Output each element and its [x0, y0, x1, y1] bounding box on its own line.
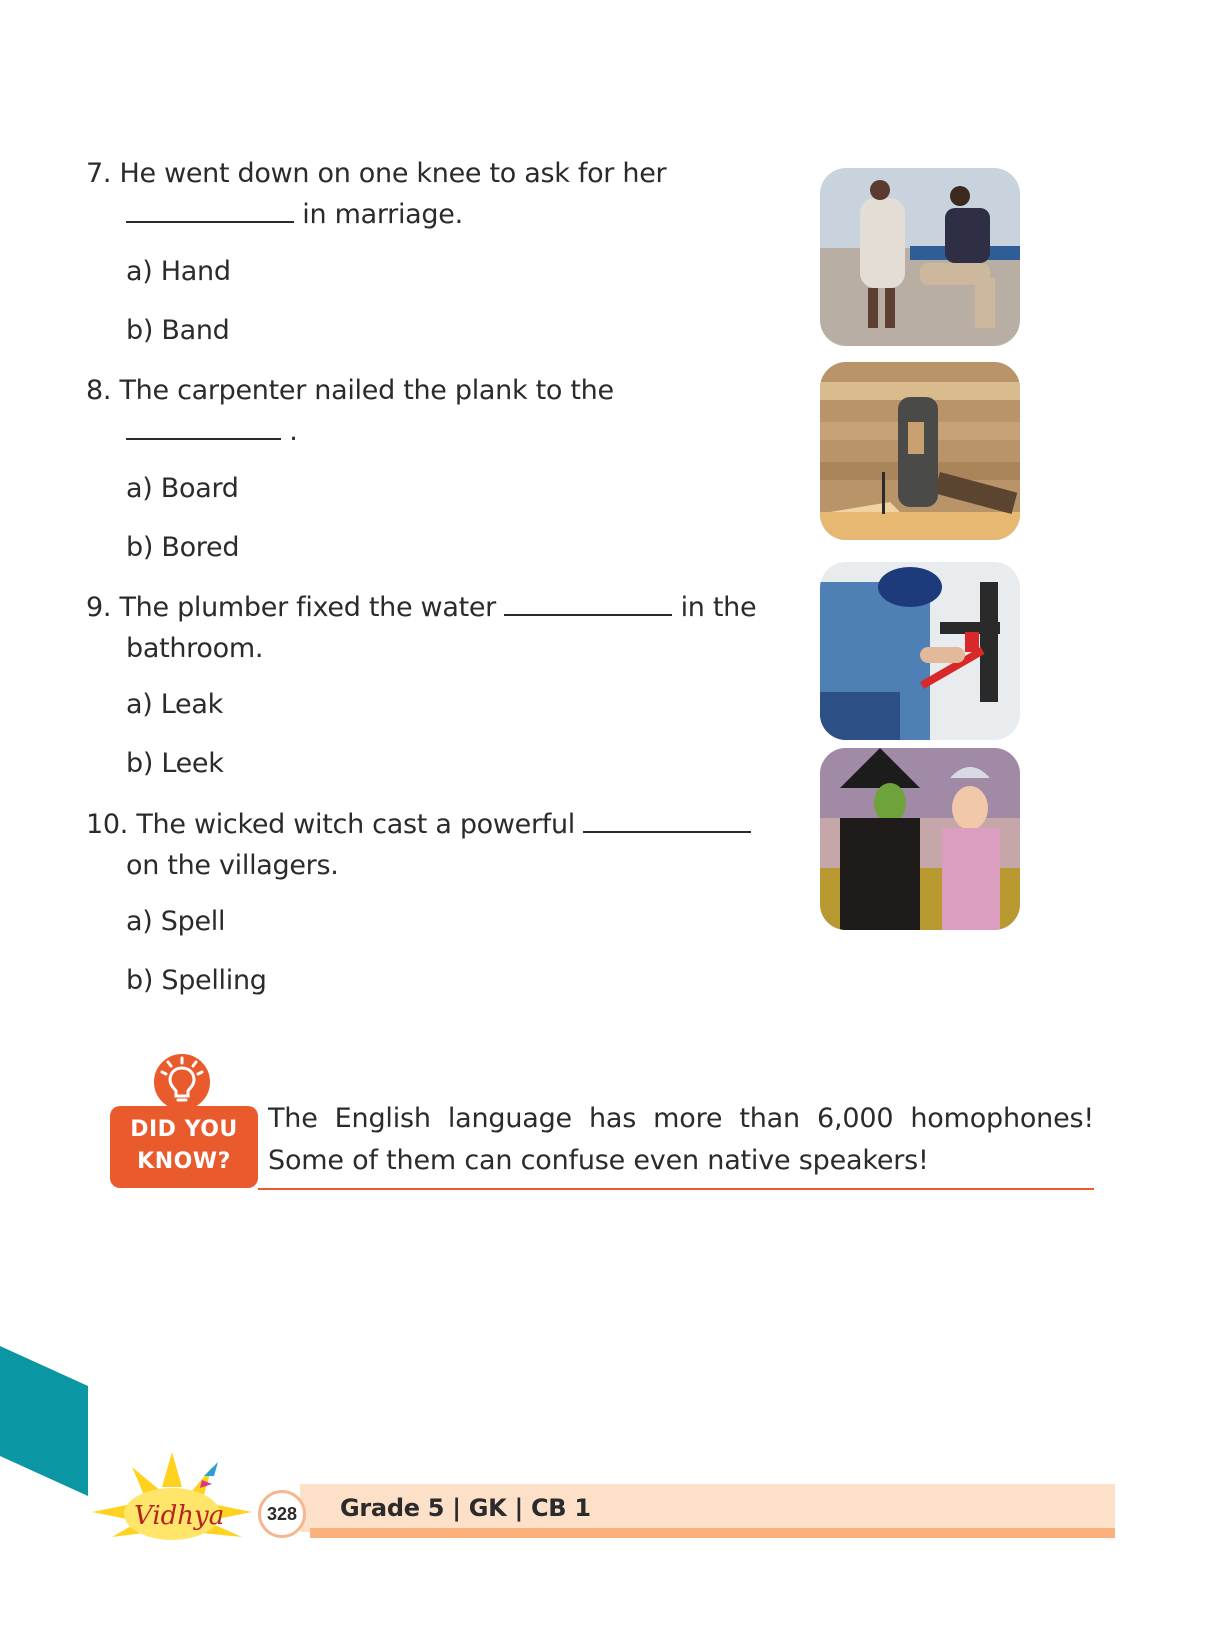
question-text: The wicked witch cast a powerful: [136, 809, 576, 840]
option-a[interactable]: a) Board: [126, 473, 239, 504]
question-text: He went down on one knee to ask for her: [119, 158, 667, 189]
decorative-teal-shape: [0, 1346, 90, 1500]
hammer-photo: [820, 362, 1020, 540]
answer-blank: [126, 412, 281, 440]
plumber-photo: [820, 562, 1020, 740]
page-number: 328: [258, 1490, 306, 1538]
question-text: in marriage.: [302, 199, 463, 230]
witch-photo: [820, 748, 1020, 930]
question-text: on the villagers.: [126, 850, 339, 881]
proposal-photo: [820, 168, 1020, 346]
answer-blank: [583, 805, 751, 833]
option-a[interactable]: a) Leak: [126, 689, 223, 720]
question-text: bathroom.: [126, 633, 264, 664]
question-number: 8.: [86, 375, 112, 406]
answer-blank: [126, 195, 294, 223]
question-text: in the: [680, 592, 757, 623]
footer-band-accent: [310, 1528, 1115, 1538]
option-b[interactable]: b) Band: [126, 315, 230, 346]
did-you-know-text: The English language has more than 6,000 homophones! Some of them can confuse even native speakers!: [268, 1103, 1094, 1176]
option-a[interactable]: a) Spell: [126, 906, 226, 937]
question-text: The carpenter nailed the plank to the: [119, 375, 614, 406]
footer-title: Grade 5 | GK | CB 1: [340, 1494, 591, 1522]
svg-text:Vidhya: Vidhya: [134, 1501, 225, 1531]
option-a[interactable]: a) Hand: [126, 256, 231, 287]
question-number: 10.: [86, 809, 129, 840]
option-b[interactable]: b) Leek: [126, 748, 224, 779]
vidhya-logo: [92, 1452, 262, 1546]
question-number: 7.: [86, 158, 112, 189]
question-number: 9.: [86, 592, 112, 623]
did-you-know-badge: DID YOU KNOW?: [110, 1106, 258, 1188]
question-text: The plumber fixed the water: [119, 592, 496, 623]
divider: [258, 1188, 1094, 1190]
answer-blank: [504, 588, 672, 616]
option-b[interactable]: b) Spelling: [126, 965, 267, 996]
lightbulb-icon: [150, 1050, 214, 1114]
option-b[interactable]: b) Bored: [126, 532, 240, 563]
question-text: .: [289, 416, 298, 447]
